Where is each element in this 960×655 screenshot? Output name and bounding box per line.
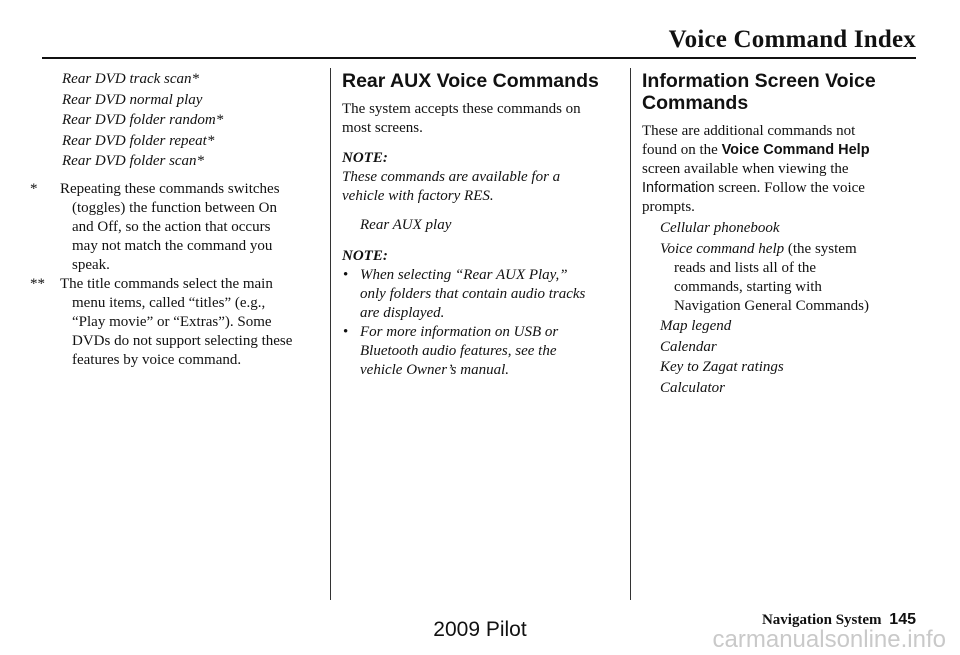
text-line: reads and lists all of the (674, 259, 817, 276)
command-item (642, 317, 918, 336)
note-bullet (342, 266, 620, 323)
voice-command-help-term: Voice Command Help (721, 142, 870, 158)
header-rule (42, 57, 916, 59)
intro-paragraph (642, 122, 918, 217)
column-dvd-commands (30, 70, 318, 370)
text-line: are displayed. (360, 305, 445, 321)
watermark-site: carmanualsonline.info (712, 626, 946, 653)
column-information-screen (642, 70, 918, 399)
text-line (642, 141, 918, 160)
note-bullet (342, 323, 620, 380)
text-line: most screens. (342, 120, 423, 136)
footnotes (30, 180, 318, 370)
note-label: NOTE: (342, 150, 388, 166)
information-term: Information (642, 180, 715, 196)
footnote-single-asterisk (30, 180, 318, 275)
footnote-line: Repeating these commands switches (60, 181, 280, 197)
command-item (642, 219, 918, 238)
command-item (642, 240, 918, 316)
text-run: (the system (784, 240, 857, 257)
section-heading-rear-aux: Rear AUX Voice Commands (342, 70, 599, 92)
note-label: NOTE: (342, 248, 388, 264)
command-name: Voice command help (660, 240, 785, 257)
command-name: Key to Zagat ratings (660, 359, 784, 375)
command-item: Rear DVD track scan* (62, 71, 200, 87)
text-line: vehicle Owner’s manual. (360, 362, 510, 378)
text-line: These commands are available for a (342, 169, 561, 185)
command-name: Cellular phonebook (660, 220, 780, 236)
footnote-mark: * (30, 181, 38, 197)
command-name: Calculator (660, 379, 726, 396)
page-title: Voice Command Index (668, 26, 916, 53)
text-line: These are additional commands not (642, 123, 856, 139)
command-item (642, 338, 918, 357)
command-item: Rear AUX play (360, 217, 452, 233)
footer-label: Navigation System (761, 612, 882, 628)
text-line: When selecting “Rear AUX Play,” (360, 267, 568, 283)
command-item: Rear DVD folder random* (62, 112, 224, 128)
bullet-icon: • (343, 267, 349, 283)
text-line: screen available when viewing the (642, 161, 849, 177)
footnote-line: “Play movie” or “Extras”). Some (72, 314, 272, 330)
text-run: screen. Follow the voice (714, 180, 865, 196)
text-line: For more information on USB or (360, 324, 559, 340)
footnote-line: (toggles) the function between On (72, 200, 277, 216)
footnote-line: may not match the command you (72, 238, 273, 254)
intro-paragraph (342, 100, 620, 138)
bullet-icon: • (343, 324, 349, 340)
watermark (0, 618, 960, 653)
command-item: Rear DVD folder repeat* (62, 132, 215, 149)
command-item (642, 358, 918, 377)
command-item: Rear DVD normal play (62, 91, 203, 108)
footnote-line: The title commands select the main (60, 276, 273, 292)
text-line: commands, starting with (674, 278, 822, 295)
text-line: prompts. (642, 199, 695, 215)
column-divider-left (330, 68, 331, 600)
heading-line: Information Screen Voice (642, 70, 876, 92)
text-line: The system accepts these commands on (342, 101, 581, 117)
text-line (642, 179, 918, 198)
footnote-mark: ** (30, 276, 45, 292)
section-heading-information-screen (642, 70, 918, 114)
page-number: 145 (889, 611, 916, 628)
column-rear-aux (342, 70, 620, 380)
text-line: Bluetooth audio features, see the (360, 343, 557, 359)
footnote-line: and Off, so the action that occurs (72, 219, 271, 235)
footnote-double-asterisk (30, 275, 318, 370)
column-divider-right (630, 68, 631, 600)
text-line (660, 240, 918, 259)
text-line: vehicle with factory RES. (342, 188, 494, 204)
command-name: Calendar (660, 338, 717, 355)
footnote-line: menu items, called “titles” (e.g., (72, 295, 266, 311)
footnote-line: features by voice command. (72, 352, 242, 368)
footnote-line: DVDs do not support selecting these (72, 333, 293, 349)
heading-line: Commands (642, 92, 749, 114)
text-run: found on the (642, 142, 722, 158)
command-name: Map legend (660, 318, 732, 334)
footnote-line: speak. (72, 257, 110, 273)
command-item: Rear DVD folder scan* (62, 153, 205, 169)
watermark-model: 2009 Pilot (433, 618, 527, 641)
note-text (342, 168, 620, 206)
dvd-command-list (30, 70, 318, 171)
text-line: Navigation General Commands) (674, 297, 869, 314)
text-line: only folders that contain audio tracks (360, 286, 586, 302)
command-item (642, 379, 918, 398)
